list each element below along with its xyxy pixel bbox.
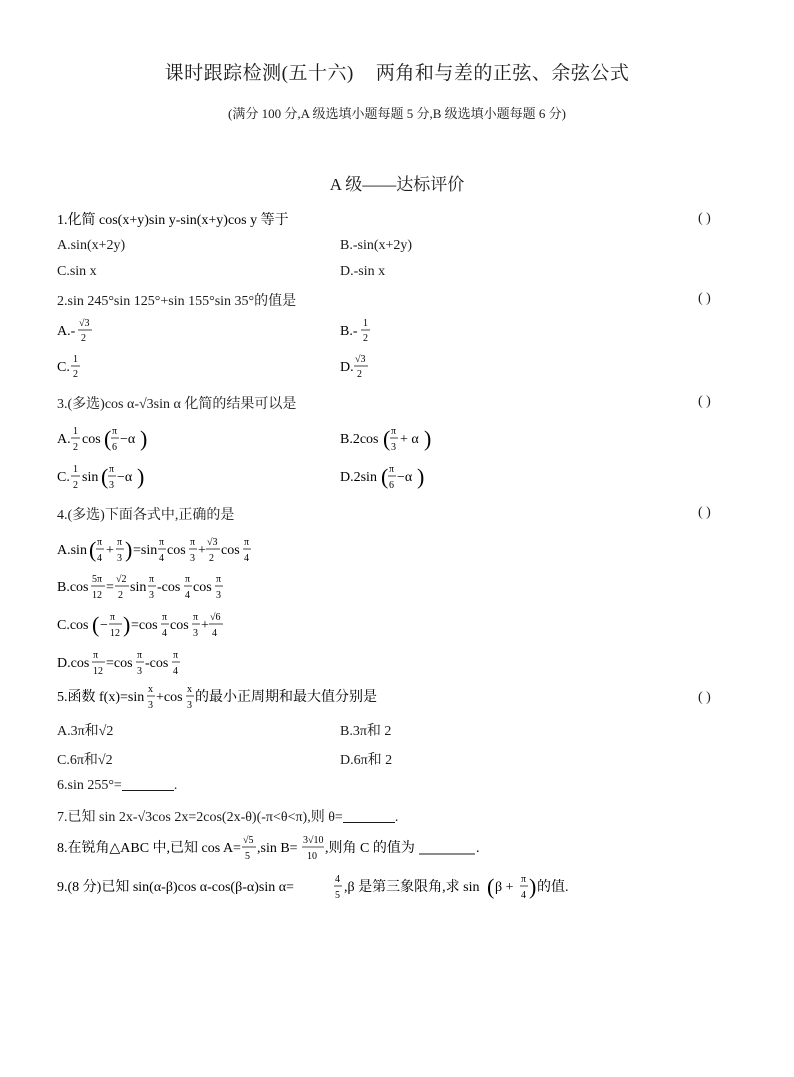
svg-text:1: 1 (73, 354, 78, 365)
svg-text:sin: sin (82, 470, 99, 485)
svg-text:A.sin: A.sin (57, 543, 87, 558)
q1-option-c: C.sin x (57, 264, 97, 279)
svg-text:): ) (137, 464, 145, 489)
svg-text:5.函数 f(x)=sin: 5.函数 f(x)=sin (57, 690, 145, 705)
answer-bracket-5: ( ) (698, 690, 711, 705)
svg-text:π: π (109, 464, 115, 475)
q3-option-b-math (340, 422, 450, 456)
svg-text:√5: √5 (243, 835, 254, 846)
svg-text:3: 3 (216, 590, 221, 601)
svg-text:sin: sin (130, 580, 147, 595)
svg-text:3: 3 (109, 480, 114, 491)
svg-text:2: 2 (363, 333, 368, 344)
question-8-stem (57, 832, 497, 869)
svg-text:6: 6 (112, 442, 117, 453)
svg-text:-cos: -cos (157, 580, 181, 595)
svg-text:cos: cos (167, 543, 186, 558)
svg-text:(: ( (92, 612, 100, 637)
svg-text:π: π (137, 650, 143, 661)
svg-text:3: 3 (137, 666, 142, 677)
svg-text:x: x (148, 684, 153, 695)
q3-option-b (340, 422, 450, 461)
svg-text:B.-: B.- (340, 324, 358, 339)
svg-text:1: 1 (73, 426, 78, 437)
svg-text:4: 4 (173, 666, 178, 677)
svg-text:(: ( (101, 464, 109, 489)
q2-option-a (57, 314, 117, 351)
section-title: A 级——达标评价 (329, 175, 465, 194)
answer-bracket-3: ( ) (698, 394, 711, 409)
question-1-stem (57, 210, 317, 228)
svg-text:,sin B=: ,sin B= (257, 841, 298, 856)
svg-text:(: ( (383, 426, 391, 451)
q4-option-c-math (57, 608, 227, 642)
svg-text:A.: A. (57, 432, 71, 447)
svg-text:π: π (149, 574, 155, 585)
svg-text:): ) (123, 612, 131, 637)
q3-option-d-math (340, 460, 440, 494)
svg-text:+: + (106, 543, 114, 558)
svg-text:√3: √3 (79, 318, 90, 329)
q1-stem-math (57, 210, 317, 228)
svg-text:−: − (100, 618, 108, 633)
q7-text: 7.已知 sin 2x-√3cos 2x=2cos(2x-θ)(-π<θ<π),则 θ= (57, 810, 343, 825)
svg-text:,则角 C 的值为: ,则角 C 的值为 (325, 841, 415, 856)
q3-option-c (57, 460, 157, 499)
q4-option-b-math (57, 570, 227, 604)
title-right: 两角和与差的正弦、余弦公式 (375, 63, 630, 84)
svg-text:cos: cos (170, 618, 189, 633)
svg-text:π: π (93, 650, 99, 661)
svg-text:3: 3 (391, 442, 396, 453)
svg-text:C.cos: C.cos (57, 618, 89, 633)
svg-text:√6: √6 (210, 612, 221, 623)
q5-option-c: C.6π和√2 (57, 753, 113, 768)
svg-text:cos: cos (82, 432, 101, 447)
svg-text:π: π (159, 537, 165, 548)
question-2-stem: 2.sin 245°sin 125°+sin 155°sin 35°的值是 (57, 294, 297, 309)
svg-text:5: 5 (335, 890, 340, 901)
svg-text:12: 12 (110, 628, 120, 639)
q1-stem-text: 1.化简 cos(x+y)sin y-sin(x+y)cos y 等于 (57, 213, 289, 228)
q8-stem-math (57, 832, 497, 864)
svg-text:+: + (201, 618, 209, 633)
svg-text:π: π (117, 537, 123, 548)
question-7-stem: 7.已知 sin 2x-√3cos 2x=2cos(2x-θ)(-π<θ<π),则 θ= . (57, 810, 399, 825)
svg-text:=cos: =cos (106, 656, 133, 671)
title-left: 课时跟踪检测(五十六) (164, 63, 354, 84)
svg-text:(: ( (89, 537, 97, 562)
svg-text:cos: cos (193, 580, 212, 595)
answer-bracket-1: ( ) (698, 211, 711, 226)
q1-option-a: A.sin(x+2y) (57, 238, 126, 253)
q2-option-c-math (57, 350, 117, 382)
svg-text:+: + (198, 543, 206, 558)
question-3-stem: 3.(多选)cos α-√3sin α 化简的结果可以是 (57, 397, 297, 412)
svg-text:3: 3 (148, 700, 153, 711)
svg-text:(: ( (487, 874, 495, 899)
svg-text:2: 2 (81, 333, 86, 344)
q2-option-c (57, 350, 117, 387)
svg-text:3: 3 (117, 553, 122, 564)
svg-text:π: π (244, 537, 250, 548)
q2-option-d (340, 350, 400, 387)
svg-text:4: 4 (185, 590, 190, 601)
svg-text:=cos: =cos (131, 618, 158, 633)
question-4-stem: 4.(多选)下面各式中,正确的是 (57, 508, 235, 523)
q2-option-d-math (340, 350, 400, 382)
score-note: (满分 100 分,A 级选填小题每题 5 分,B 级选填小题每题 6 分) (227, 106, 566, 121)
svg-text:): ) (424, 426, 432, 451)
q3-option-d (340, 460, 440, 499)
svg-text:4: 4 (159, 553, 164, 564)
svg-text:C.: C. (57, 360, 70, 375)
q4-option-c (57, 608, 227, 647)
svg-text:1: 1 (73, 464, 78, 475)
svg-text:3: 3 (149, 590, 154, 601)
svg-text:,β 是第三象限角,求 sin: ,β 是第三象限角,求 sin (344, 880, 480, 895)
svg-text:π: π (389, 464, 395, 475)
svg-text:+cos: +cos (156, 690, 183, 705)
svg-text:x: x (187, 684, 192, 695)
svg-text:): ) (529, 874, 537, 899)
q3-option-c-math (57, 460, 157, 494)
page-title (0, 58, 794, 85)
svg-text:(: ( (104, 426, 112, 451)
svg-text:): ) (417, 464, 425, 489)
svg-text:): ) (140, 426, 148, 451)
svg-text:2: 2 (118, 590, 123, 601)
svg-text:4: 4 (97, 553, 102, 564)
svg-text:π: π (97, 537, 103, 548)
question-9-stem (57, 870, 569, 909)
svg-text:π: π (162, 612, 168, 623)
svg-text:B.cos: B.cos (57, 580, 89, 595)
q5-option-a: A.3π和√2 (57, 724, 114, 739)
question-6-stem: 6.sin 255°= . (57, 778, 178, 793)
svg-text:4: 4 (335, 874, 340, 885)
answer-blank-7[interactable] (343, 822, 395, 823)
svg-text:.: . (476, 841, 480, 856)
svg-text:π: π (216, 574, 222, 585)
q4-option-b (57, 570, 227, 609)
q3-option-a-math (57, 422, 157, 456)
q5-stem-math (57, 682, 397, 712)
svg-text:4: 4 (162, 628, 167, 639)
svg-text:π: π (185, 574, 191, 585)
q5-option-d: D.6π和 2 (340, 753, 393, 768)
svg-text:−α: −α (120, 432, 136, 447)
svg-text:π: π (112, 426, 118, 437)
svg-text:10: 10 (307, 851, 317, 862)
svg-text:2: 2 (73, 442, 78, 453)
svg-text:β +: β + (495, 880, 514, 895)
svg-text:cos: cos (221, 543, 240, 558)
svg-text:π: π (173, 650, 179, 661)
svg-text:的最小正周期和最大值分别是: 的最小正周期和最大值分别是 (195, 690, 377, 705)
svg-text:π: π (190, 537, 196, 548)
answer-bracket-4: ( ) (698, 505, 711, 520)
svg-text:=sin: =sin (133, 543, 158, 558)
svg-text:D.cos: D.cos (57, 656, 90, 671)
q2-option-b-math (340, 314, 400, 346)
question-5-stem (57, 682, 397, 717)
svg-text:1: 1 (363, 318, 368, 329)
svg-text:C.: C. (57, 470, 70, 485)
q2-option-a-math (57, 314, 117, 346)
svg-text:12: 12 (92, 590, 102, 601)
svg-text:−α: −α (117, 470, 133, 485)
svg-text:12: 12 (93, 666, 103, 677)
svg-text:D.: D. (340, 360, 354, 375)
q6-text: 6.sin 255°= (57, 778, 122, 793)
svg-text:A.-: A.- (57, 324, 76, 339)
svg-text:B.2cos: B.2cos (340, 432, 379, 447)
svg-text:π: π (193, 612, 199, 623)
q9-stem-math (57, 870, 569, 904)
svg-text:4: 4 (212, 628, 217, 639)
svg-text:2: 2 (73, 480, 78, 491)
svg-text:的值.: 的值. (537, 880, 569, 895)
svg-text:π: π (110, 612, 116, 623)
svg-text:√3: √3 (207, 537, 218, 548)
svg-text:−α: −α (397, 470, 413, 485)
svg-text:4: 4 (244, 553, 249, 564)
svg-text:π: π (521, 874, 527, 885)
q4-option-d (57, 646, 187, 685)
q1-option-b: B.-sin(x+2y) (340, 238, 413, 253)
svg-text:D.2sin: D.2sin (340, 470, 377, 485)
svg-text:8.在锐角△ABC 中,已知 cos A=: 8.在锐角△ABC 中,已知 cos A= (57, 841, 241, 856)
svg-text:=: = (106, 580, 114, 595)
svg-text:2: 2 (357, 369, 362, 380)
answer-bracket-2: ( ) (698, 291, 711, 306)
svg-text:3: 3 (193, 628, 198, 639)
svg-text:(: ( (381, 464, 389, 489)
svg-text:3√10: 3√10 (303, 835, 324, 846)
svg-text:9.(8 分)已知 sin(α-β)cos α-cos(β-: 9.(8 分)已知 sin(α-β)cos α-cos(β-α)sin α= (57, 880, 294, 895)
q4-option-a (57, 533, 257, 572)
svg-text:): ) (125, 537, 133, 562)
q4-option-d-math (57, 646, 187, 680)
q2-option-b (340, 314, 400, 351)
q4-option-a-math (57, 533, 257, 567)
svg-text:√2: √2 (116, 574, 127, 585)
svg-text:√3: √3 (355, 354, 366, 365)
svg-text:π: π (391, 426, 397, 437)
answer-blank-6[interactable] (122, 790, 174, 791)
q5-option-b: B.3π和 2 (340, 724, 392, 739)
svg-text:3: 3 (187, 700, 192, 711)
svg-text:5π: 5π (92, 574, 103, 585)
svg-text:+ α: + α (400, 432, 419, 447)
svg-text:3: 3 (190, 553, 195, 564)
svg-text:6: 6 (389, 480, 394, 491)
svg-text:4: 4 (521, 890, 526, 901)
q3-option-a (57, 422, 157, 461)
svg-text:2: 2 (73, 369, 78, 380)
q1-option-d: D.-sin x (340, 264, 386, 279)
svg-text:-cos: -cos (145, 656, 169, 671)
svg-text:2: 2 (209, 553, 214, 564)
svg-text:5: 5 (245, 851, 250, 862)
